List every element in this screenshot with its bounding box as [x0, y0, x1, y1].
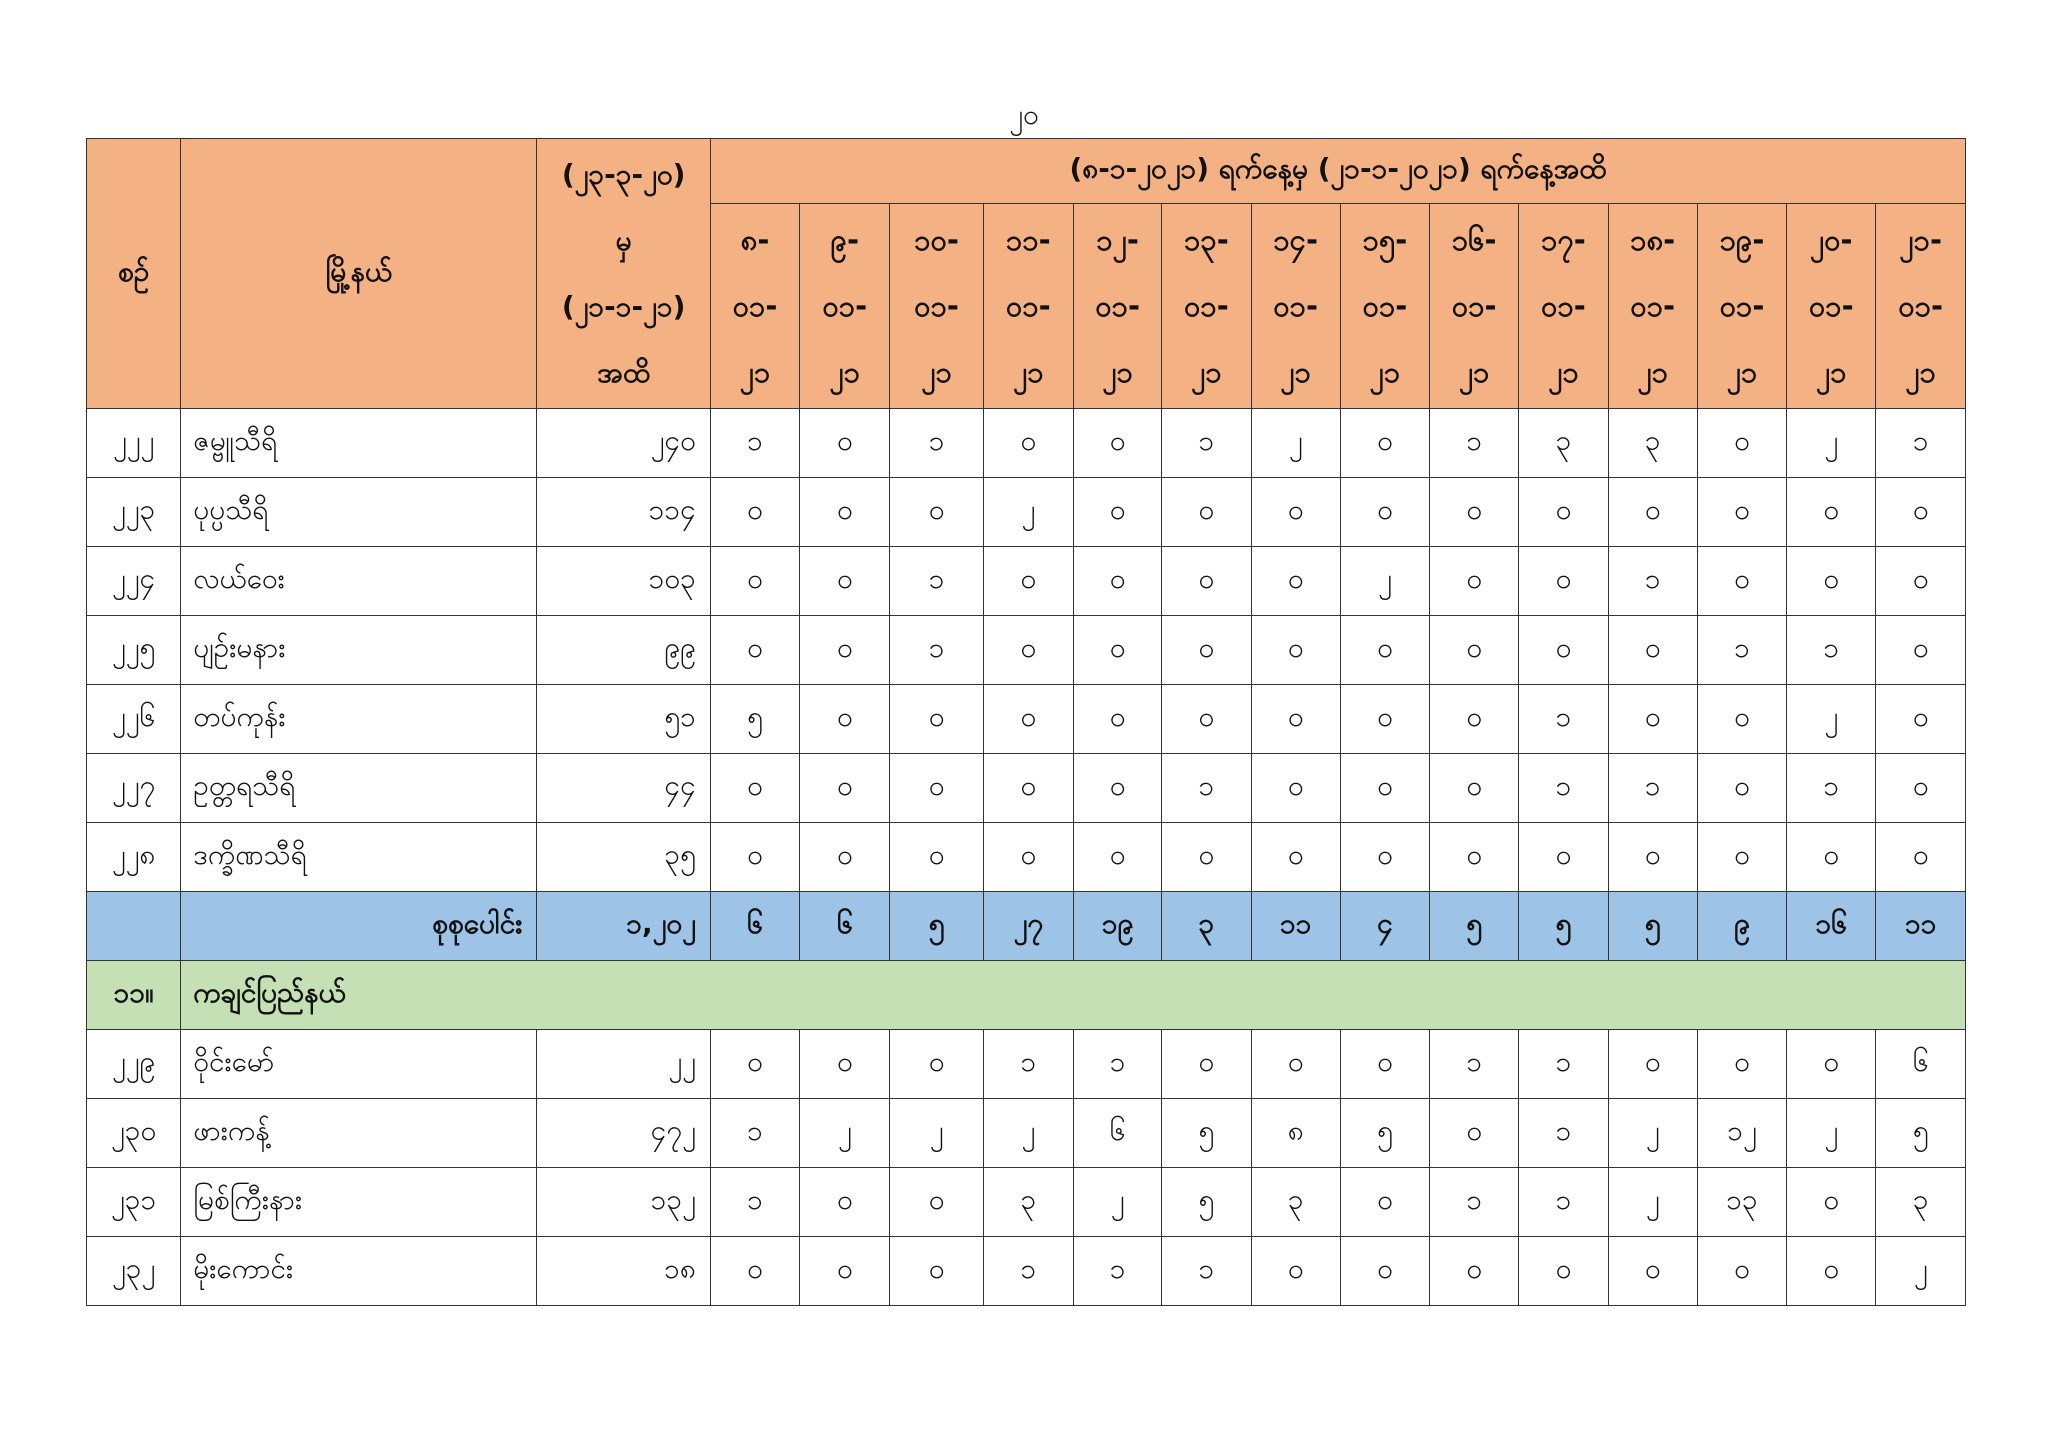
daily-count: ၀: [1787, 1237, 1876, 1306]
date-header: [1162, 204, 1251, 409]
cumulative-total: ၁၀၃: [537, 547, 711, 616]
cumulative-total: ၂၂: [537, 1030, 711, 1099]
total-row-daily: ၁၁: [1251, 892, 1340, 961]
date-header: [1608, 204, 1697, 409]
date-header-part: ၀၁-: [1451, 289, 1497, 323]
daily-count: ၀: [1340, 409, 1429, 478]
cumulative-total: ၄၄: [537, 754, 711, 823]
date-header-part: ၈-: [740, 223, 770, 257]
table-body: [87, 409, 1966, 1306]
daily-count: ၁: [1519, 1030, 1608, 1099]
daily-count: ၀: [1074, 409, 1162, 478]
daily-count: ၂: [1608, 1168, 1697, 1237]
total-row-blank: [87, 892, 181, 961]
date-header-part: ၂၁: [1905, 355, 1936, 389]
daily-count: ၀: [1162, 616, 1251, 685]
daily-count: ၂: [1251, 409, 1340, 478]
daily-count: ၀: [1697, 1237, 1786, 1306]
daily-count: ၀: [1251, 1237, 1340, 1306]
total-row-daily: ၅: [1430, 892, 1519, 961]
table-header: [87, 139, 1966, 409]
daily-count: ၀: [1697, 1030, 1786, 1099]
daily-count: ၀: [890, 478, 983, 547]
daily-count: ၀: [1162, 1030, 1251, 1099]
daily-count: ၂: [1787, 685, 1876, 754]
daily-count: ၀: [1340, 1030, 1429, 1099]
date-header-part: ၂၁: [1102, 355, 1133, 389]
daily-count: ၀: [1074, 823, 1162, 892]
daily-count: ၂: [1340, 547, 1429, 616]
daily-count: ၀: [1430, 823, 1519, 892]
daily-count: ၁: [1430, 1030, 1519, 1099]
row-number: ၂၂၈: [87, 823, 181, 892]
daily-count: ၀: [710, 478, 799, 547]
daily-count: ၁: [1608, 754, 1697, 823]
daily-count: ၃: [1251, 1168, 1340, 1237]
row-number: ၂၃၂: [87, 1237, 181, 1306]
daily-count: ၀: [1074, 754, 1162, 823]
daily-count: ၀: [1430, 1099, 1519, 1168]
date-header: [710, 204, 799, 409]
date-header: [1074, 204, 1162, 409]
daily-count: ၁: [1430, 409, 1519, 478]
township-name: ဒက္ခိဏသီရိ: [181, 823, 537, 892]
total-row-daily: ၉: [1697, 892, 1786, 961]
daily-count: ၁: [1876, 409, 1966, 478]
daily-count: ၀: [1697, 478, 1786, 547]
table-row: [87, 409, 1966, 478]
township-name: တပ်ကုန်း: [181, 685, 537, 754]
daily-count: ၁: [1162, 409, 1251, 478]
township-name: ဇမ္ဗူသီရိ: [181, 409, 537, 478]
date-header-part: ၂၁: [1458, 355, 1490, 389]
daily-count: ၀: [1340, 1237, 1429, 1306]
daily-count: ၀: [1519, 823, 1608, 892]
row-number: ၂၂၃: [87, 478, 181, 547]
total-row-daily: ၁၉: [1074, 892, 1162, 961]
daily-count: ၂: [1787, 409, 1876, 478]
cumulative-total: ၉၉: [537, 616, 711, 685]
township-name: လယ်ဝေး: [181, 547, 537, 616]
daily-count: ၀: [1251, 616, 1340, 685]
date-header-part: ၀၁-: [1898, 289, 1944, 323]
date-header-part: ၁၆-: [1451, 223, 1497, 257]
daily-count: ၁: [890, 547, 983, 616]
date-header-part: ၀၁-: [1541, 289, 1586, 323]
daily-count: ၀: [1787, 1030, 1876, 1099]
table-row: [87, 616, 1966, 685]
date-header-part: ၂၁: [1816, 355, 1847, 389]
daily-count: ၁: [1519, 754, 1608, 823]
cumulative-total: ၁၃၂: [537, 1168, 711, 1237]
date-header-part: ၀၁-: [822, 289, 868, 323]
total-row-cumulative: ၁,၂၀၂: [537, 892, 711, 961]
daily-count: ၀: [983, 685, 1073, 754]
daily-count: ၂: [890, 1099, 983, 1168]
daily-count: ၀: [1519, 547, 1608, 616]
daily-count: ၂: [800, 1099, 890, 1168]
date-header-part: ၀၁-: [1184, 289, 1229, 323]
daily-count: ၁: [1519, 1168, 1608, 1237]
daily-count: ၀: [1251, 823, 1340, 892]
daily-count: ၂: [1787, 1099, 1876, 1168]
table-row: [87, 685, 1966, 754]
date-header-part: ၂၁: [1726, 355, 1758, 389]
daily-count: ၀: [1340, 616, 1429, 685]
total-row-daily: ၅: [1519, 892, 1608, 961]
daily-count: ၀: [800, 478, 890, 547]
daily-count: ၀: [1697, 754, 1786, 823]
daily-count: ၀: [983, 823, 1073, 892]
daily-count: ၁: [1519, 685, 1608, 754]
daily-count: ၀: [1608, 823, 1697, 892]
daily-count: ၀: [1162, 685, 1251, 754]
col-header-range: [537, 139, 711, 409]
daily-count: ၁: [1074, 1030, 1162, 1099]
table-row: [87, 823, 1966, 892]
range-line: (၂၃-၃-၂၀): [561, 157, 686, 191]
daily-count: ၀: [1608, 616, 1697, 685]
daily-count: ၀: [890, 1168, 983, 1237]
section-number: ၁၁။: [87, 961, 181, 1030]
daily-count: ၀: [1787, 478, 1876, 547]
range-line: မှ: [615, 223, 632, 257]
col-header-no: စဉ်: [87, 139, 181, 409]
daily-count: ၀: [1430, 754, 1519, 823]
daily-count: ၂: [983, 478, 1073, 547]
township-name: ဥတ္တရသီရိ: [181, 754, 537, 823]
daily-count: ၀: [1251, 547, 1340, 616]
daily-count: ၀: [1608, 478, 1697, 547]
date-header: [1787, 204, 1876, 409]
date-header: [890, 204, 983, 409]
date-header-part: ၉-: [830, 223, 859, 257]
daily-count: ၈: [1251, 1099, 1340, 1168]
table-row: [87, 547, 1966, 616]
date-header-part: ၂၁: [1191, 355, 1222, 389]
daily-count: ၀: [800, 823, 890, 892]
daily-count: ၀: [800, 616, 890, 685]
daily-count: ၀: [1697, 685, 1786, 754]
date-header-part: ၁၈-: [1630, 223, 1676, 257]
date-header-part: ၂၁: [1280, 355, 1311, 389]
daily-count: ၁: [890, 409, 983, 478]
date-header-part: ၂၁: [1548, 355, 1579, 389]
township-name: ဖားကန့်: [181, 1099, 537, 1168]
daily-count: ၀: [1340, 754, 1429, 823]
daily-count: ၃: [1876, 1168, 1966, 1237]
cumulative-total: ၃၅: [537, 823, 711, 892]
township-name: ဝိုင်းမော်: [181, 1030, 537, 1099]
page-number: ၂၀: [1009, 98, 1039, 131]
daily-count: ၀: [890, 1237, 983, 1306]
date-header-part: ၀၁-: [1719, 289, 1765, 323]
date-header-part: ၂၁: [829, 355, 861, 389]
daily-count: ၀: [983, 754, 1073, 823]
range-line: (၂၁-၁-၂၁): [561, 289, 686, 323]
date-header-part: ၁၂-: [1096, 223, 1139, 257]
date-header-part: ၀၁-: [1006, 289, 1051, 323]
total-row-daily: ၆: [710, 892, 799, 961]
date-header-part: ၁၁-: [1006, 223, 1051, 257]
daily-count: ၅: [1162, 1099, 1251, 1168]
daily-count: ၀: [983, 547, 1073, 616]
daily-count: ၁: [983, 1030, 1073, 1099]
daily-count: ၀: [800, 547, 890, 616]
township-name: ပျဉ်းမနား: [181, 616, 537, 685]
date-header-part: ၀၁-: [1362, 289, 1408, 323]
daily-count: ၀: [800, 685, 890, 754]
daily-count: ၁: [1519, 1099, 1608, 1168]
daily-count: ၀: [800, 1237, 890, 1306]
daily-count: ၀: [890, 1030, 983, 1099]
daily-count: ၀: [1162, 547, 1251, 616]
date-header-part: ၀၁-: [1630, 289, 1676, 323]
date-header: [1519, 204, 1608, 409]
daily-count: ၃: [1519, 409, 1608, 478]
date-header-part: ၁၉-: [1719, 223, 1765, 257]
daily-count: ၀: [1340, 823, 1429, 892]
daily-count: ၀: [1876, 685, 1966, 754]
daily-count: ၀: [1251, 685, 1340, 754]
total-row-daily: ၄: [1340, 892, 1429, 961]
date-header-part: ၂၁: [1369, 355, 1401, 389]
daily-count: ၀: [1162, 478, 1251, 547]
total-row-daily: ၁၆: [1787, 892, 1876, 961]
total-row-daily: ၅: [1608, 892, 1697, 961]
daily-count: ၂: [1876, 1237, 1966, 1306]
daily-count: ၀: [710, 616, 799, 685]
daily-count: ၀: [1430, 685, 1519, 754]
row-number: ၂၃၁: [87, 1168, 181, 1237]
table-row: [87, 478, 1966, 547]
date-header: [800, 204, 890, 409]
daily-count: ၀: [800, 409, 890, 478]
date-header-part: ၁၄-: [1273, 223, 1319, 257]
total-row-daily: ၅: [890, 892, 983, 961]
date-header: [1340, 204, 1429, 409]
daily-count: ၀: [1340, 685, 1429, 754]
date-header-part: ၂၁: [921, 355, 952, 389]
row-number: ၂၂၉: [87, 1030, 181, 1099]
date-header-part: ၀၁-: [1273, 289, 1319, 323]
daily-count: ၀: [983, 616, 1073, 685]
row-number: ၂၂၅: [87, 616, 181, 685]
daily-count: ၁: [890, 616, 983, 685]
row-number: ၂၃၀: [87, 1099, 181, 1168]
daily-count: ၅: [1340, 1099, 1429, 1168]
daily-count: ၀: [1519, 616, 1608, 685]
date-header-part: ၁၀-: [914, 223, 959, 257]
table-row: [87, 1030, 1966, 1099]
date-header: [983, 204, 1073, 409]
township-name: မြစ်ကြီးနား: [181, 1168, 537, 1237]
total-row-label: စုစုပေါင်း: [181, 892, 537, 961]
table-row: [87, 754, 1966, 823]
date-header: [1430, 204, 1519, 409]
daily-count: ၀: [710, 1237, 799, 1306]
row-number: ၂၂၆: [87, 685, 181, 754]
daily-count: ၀: [1787, 547, 1876, 616]
daily-count: ၀: [1608, 1030, 1697, 1099]
date-header-part: ၀၁-: [732, 289, 778, 323]
daily-count: ၂: [983, 1099, 1073, 1168]
cumulative-total: ၂၄၀: [537, 409, 711, 478]
daily-count: ၀: [1251, 754, 1340, 823]
daily-count: ၀: [1251, 478, 1340, 547]
daily-count: ၃: [1608, 409, 1697, 478]
daily-count: ၀: [710, 754, 799, 823]
daily-count: ၀: [800, 1168, 890, 1237]
cumulative-total: ၅၁: [537, 685, 711, 754]
date-header-part: ၀၁-: [1095, 289, 1140, 323]
row-number: ၂၂၇: [87, 754, 181, 823]
daily-count: ၀: [1430, 616, 1519, 685]
daily-count: ၁: [710, 1168, 799, 1237]
daily-count: ၀: [1074, 547, 1162, 616]
daily-count: ၀: [800, 1030, 890, 1099]
table-row: [87, 1237, 1966, 1306]
daily-count: ၀: [1074, 478, 1162, 547]
daily-count: ၀: [1430, 547, 1519, 616]
daily-count: ၀: [1697, 409, 1786, 478]
section-row: [87, 961, 1966, 1030]
daily-count: ၅: [710, 685, 799, 754]
township-name: ပုပ္ပသီရိ: [181, 478, 537, 547]
date-header-part: ၀၁-: [914, 289, 959, 323]
daily-count: ၁: [1430, 1168, 1519, 1237]
daily-count: ၁: [710, 1099, 799, 1168]
date-header-part: ၁၇-: [1541, 223, 1586, 257]
daily-count: ၁၂: [1697, 1099, 1786, 1168]
daily-count: ၀: [1251, 1030, 1340, 1099]
daily-count: ၀: [710, 547, 799, 616]
period-title: (၈-၁-၂၀၂၁) ရက်နေ့မှ (၂၁-၁-၂၀၂၁) ရက်နေ့အထိ: [710, 139, 1965, 204]
daily-count: ၀: [1340, 478, 1429, 547]
daily-count: ၆: [1074, 1099, 1162, 1168]
date-header-part: ၂၁: [1013, 355, 1044, 389]
daily-count: ၀: [1876, 547, 1966, 616]
date-header: [1876, 204, 1966, 409]
table-row: [87, 1099, 1966, 1168]
daily-count: ၁: [1787, 616, 1876, 685]
total-row-daily: ၂၇: [983, 892, 1073, 961]
daily-count: ၁: [1787, 754, 1876, 823]
daily-count: ၁: [1608, 547, 1697, 616]
daily-count: ၀: [1519, 478, 1608, 547]
date-header-part: ၀၁-: [1808, 289, 1854, 323]
daily-count: ၀: [890, 685, 983, 754]
table-row: [87, 1168, 1966, 1237]
daily-count: ၁: [1162, 1237, 1251, 1306]
daily-count: ၁: [983, 1237, 1073, 1306]
col-header-township: မြို့နယ်: [181, 139, 537, 409]
section-name: ကချင်ပြည်နယ်: [181, 961, 1966, 1030]
cases-table: [86, 138, 1966, 1306]
daily-count: ၀: [710, 1030, 799, 1099]
daily-count: ၁: [1074, 1237, 1162, 1306]
daily-count: ၀: [1608, 1237, 1697, 1306]
daily-count: ၂: [1074, 1168, 1162, 1237]
row-number: ၂၂၄: [87, 547, 181, 616]
daily-count: ၀: [890, 754, 983, 823]
daily-count: ၁: [710, 409, 799, 478]
total-row: [87, 892, 1966, 961]
total-row-daily: ၃: [1162, 892, 1251, 961]
date-header-part: ၁၃-: [1184, 223, 1229, 257]
daily-count: ၁: [1697, 616, 1786, 685]
date-header-part: ၂၁: [1637, 355, 1669, 389]
daily-count: ၁: [1162, 754, 1251, 823]
daily-count: ၀: [1074, 685, 1162, 754]
daily-count: ၀: [800, 754, 890, 823]
daily-count: ၀: [1787, 1168, 1876, 1237]
daily-count: ၀: [1876, 478, 1966, 547]
total-row-daily: ၁၁: [1876, 892, 1966, 961]
daily-count: ၁၃: [1697, 1168, 1786, 1237]
date-header: [1251, 204, 1340, 409]
daily-count: ၆: [1876, 1030, 1966, 1099]
daily-count: ၅: [1162, 1168, 1251, 1237]
daily-count: ၅: [1876, 1099, 1966, 1168]
daily-count: ၀: [890, 823, 983, 892]
date-header-part: ၂၀-: [1809, 223, 1853, 257]
row-number: ၂၂၂: [87, 409, 181, 478]
daily-count: ၀: [1697, 547, 1786, 616]
cumulative-total: ၄၇၂: [537, 1099, 711, 1168]
township-name: မိုးကောင်း: [181, 1237, 537, 1306]
daily-count: ၀: [1787, 823, 1876, 892]
daily-count: ၃: [983, 1168, 1073, 1237]
daily-count: ၀: [1519, 1237, 1608, 1306]
daily-count: ၀: [1074, 616, 1162, 685]
daily-count: ၀: [1162, 823, 1251, 892]
cumulative-total: ၁၁၄: [537, 478, 711, 547]
daily-count: ၀: [1876, 754, 1966, 823]
daily-count: ၀: [1430, 1237, 1519, 1306]
cumulative-total: ၁၈: [537, 1237, 711, 1306]
daily-count: ၀: [1697, 823, 1786, 892]
date-header: [1697, 204, 1786, 409]
daily-count: ၀: [1608, 685, 1697, 754]
total-row-daily: ၆: [800, 892, 890, 961]
range-line: အထိ: [597, 355, 651, 389]
date-header-part: ၁၅-: [1362, 223, 1408, 257]
date-header-part: ၂၁: [739, 355, 771, 389]
daily-count: ၀: [710, 823, 799, 892]
daily-count: ၀: [1430, 478, 1519, 547]
daily-count: ၀: [1340, 1168, 1429, 1237]
daily-count: ၂: [1608, 1099, 1697, 1168]
daily-count: ၀: [1876, 823, 1966, 892]
daily-count: ၀: [983, 409, 1073, 478]
date-header-part: ၂၁-: [1899, 223, 1942, 257]
daily-count: ၀: [1876, 616, 1966, 685]
